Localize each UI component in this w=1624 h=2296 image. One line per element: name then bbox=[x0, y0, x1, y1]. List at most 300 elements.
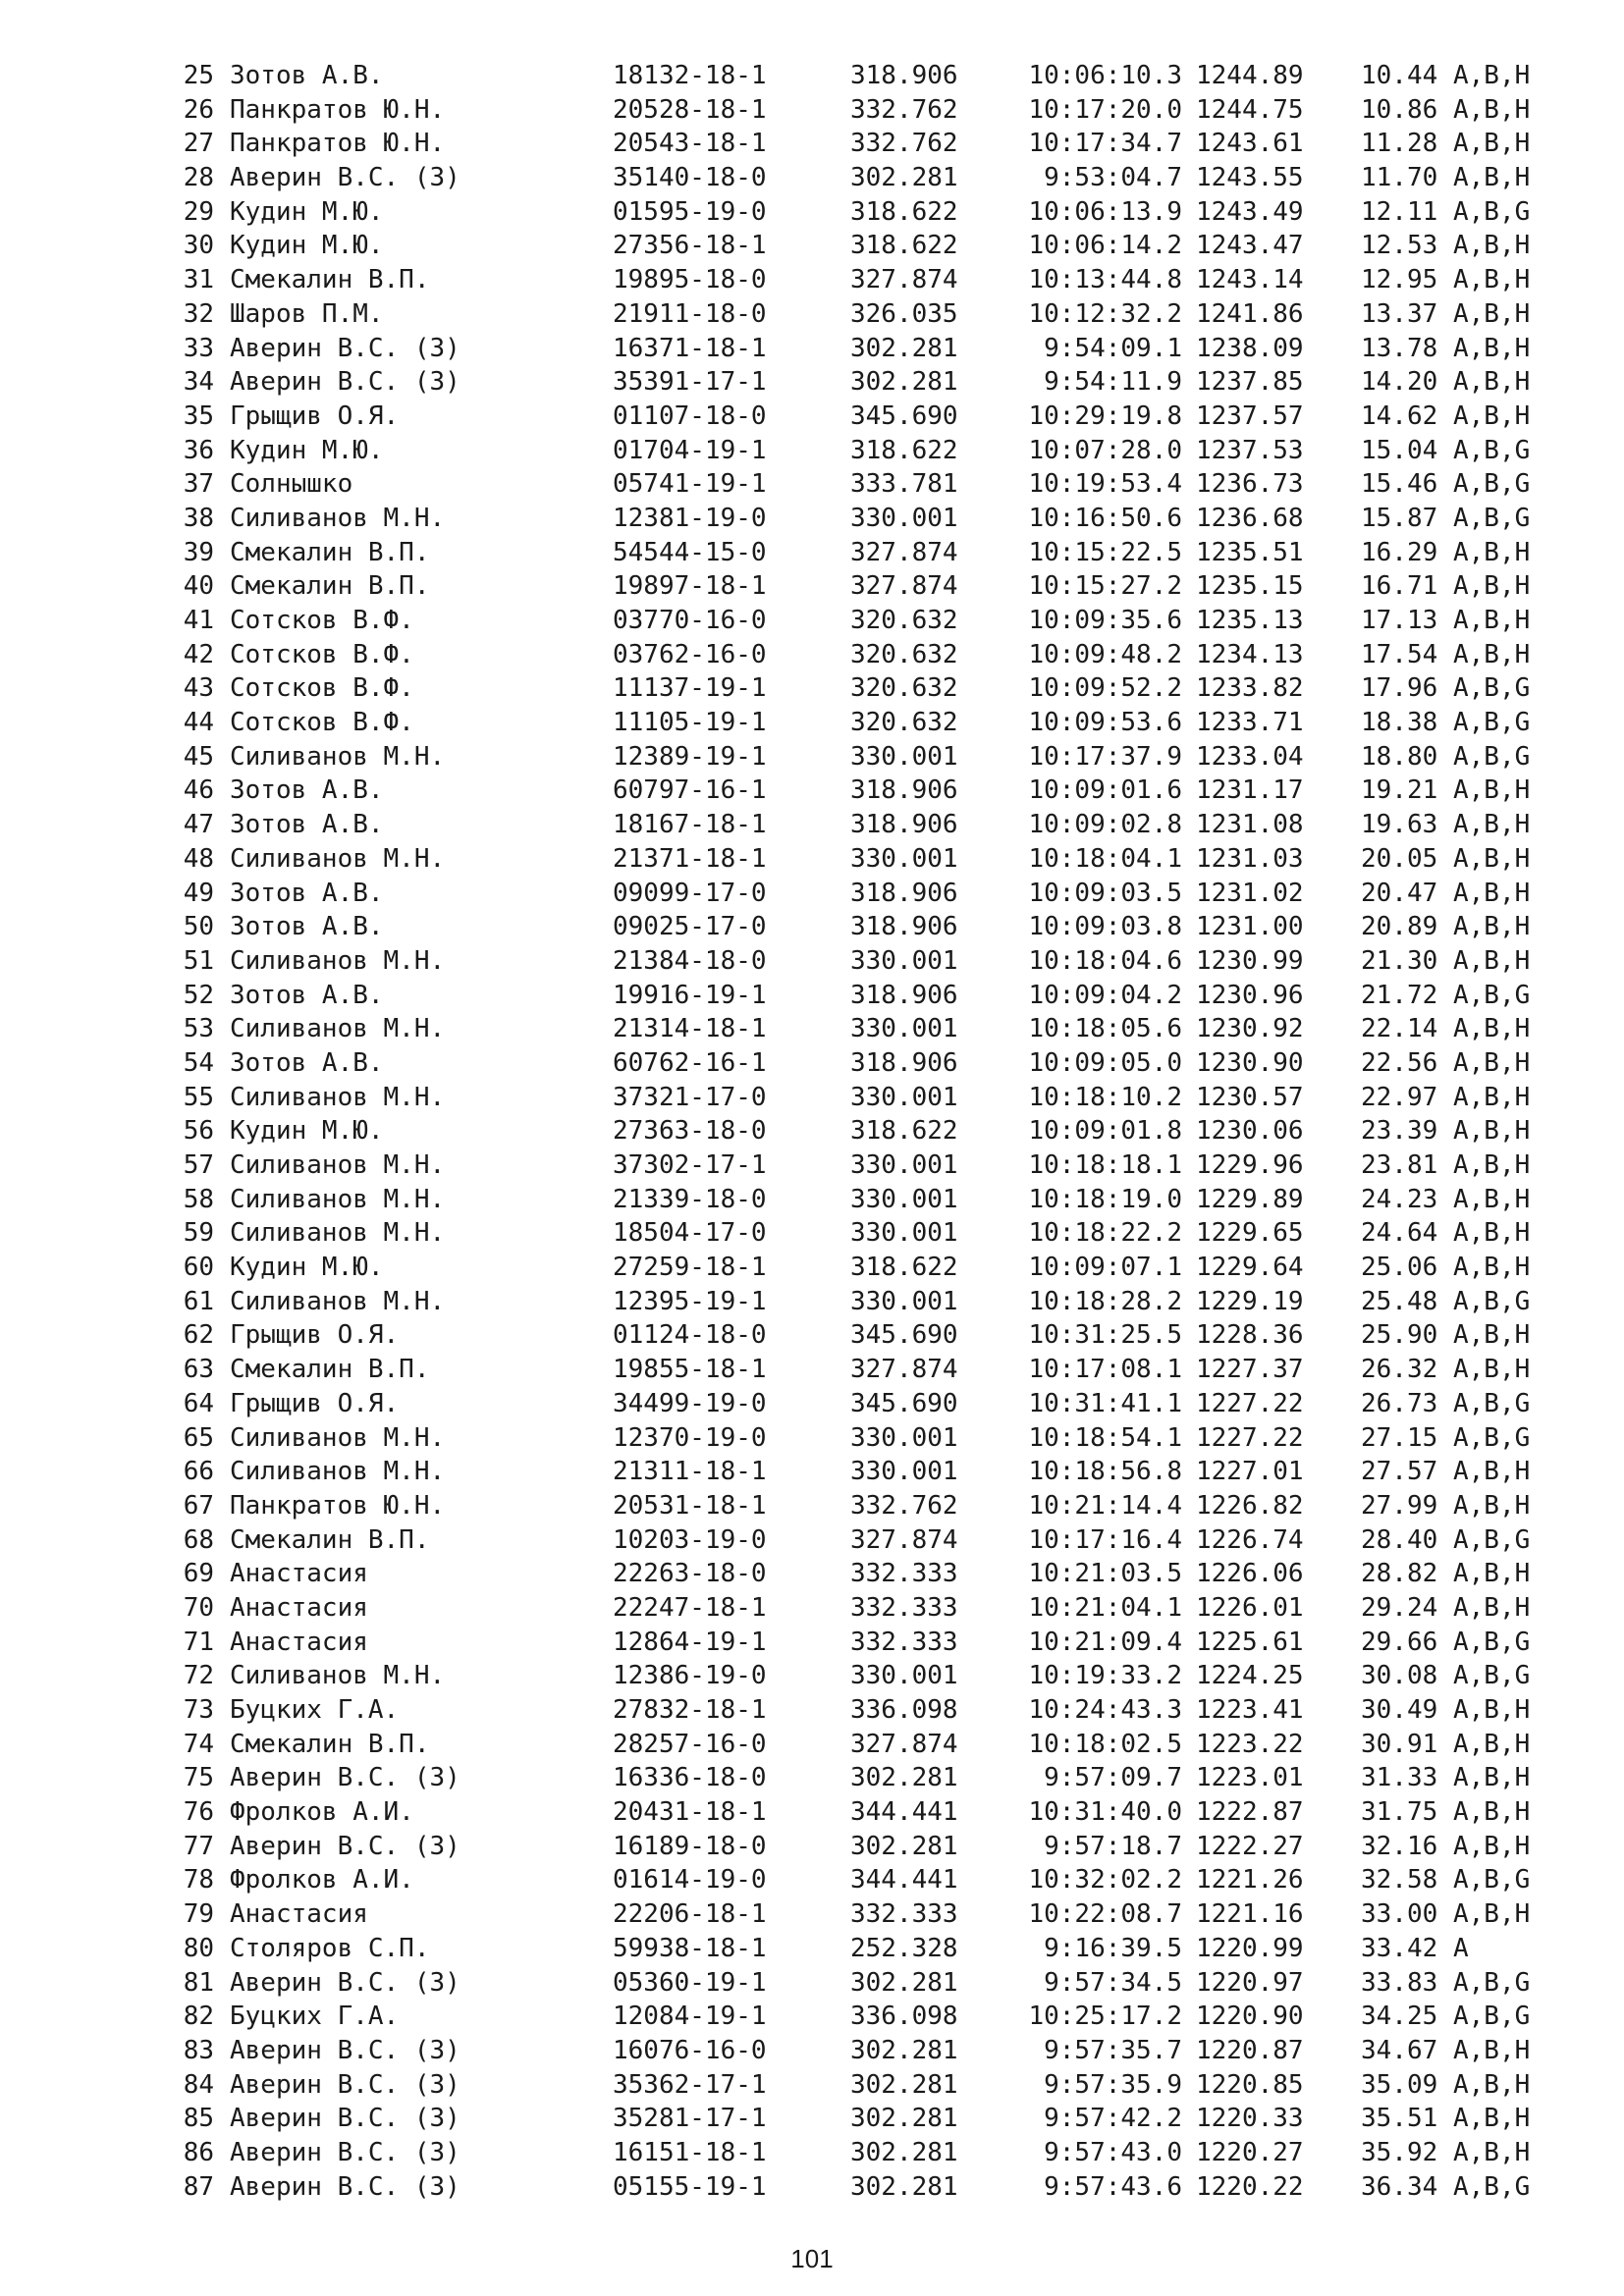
coefficient: 15.87 bbox=[1361, 503, 1438, 533]
groups: A,B,G bbox=[1453, 1286, 1531, 1316]
speed: 1222.27 bbox=[1196, 1831, 1304, 1861]
groups: A,B,H bbox=[1453, 810, 1531, 840]
fancier-name: Зотов А.В. bbox=[230, 810, 384, 840]
fancier-name: Панкратов Ю.Н. bbox=[230, 129, 446, 159]
arrival-time: 10:18:56.8 bbox=[1028, 1457, 1182, 1487]
coefficient: 25.90 bbox=[1361, 1320, 1438, 1351]
groups: A,B,H bbox=[1453, 1592, 1531, 1623]
row-number: 66 bbox=[183, 1457, 214, 1487]
fancier-name: Силиванов М.Н. bbox=[230, 945, 446, 976]
distance: 302.281 bbox=[850, 2069, 958, 2100]
speed: 1241.86 bbox=[1196, 298, 1304, 329]
groups: A,B,G bbox=[1453, 1422, 1531, 1453]
arrival-time: 10:21:03.5 bbox=[1028, 1559, 1182, 1589]
speed: 1226.06 bbox=[1196, 1559, 1304, 1589]
distance: 332.762 bbox=[850, 1490, 958, 1521]
distance: 332.762 bbox=[850, 94, 958, 125]
ring-number: 05741-19-1 bbox=[613, 469, 767, 500]
groups: A,B,H bbox=[1453, 231, 1531, 261]
distance: 330.001 bbox=[850, 1422, 958, 1453]
speed: 1220.90 bbox=[1196, 2002, 1304, 2032]
distance: 302.281 bbox=[850, 2104, 958, 2134]
speed: 1230.99 bbox=[1196, 945, 1304, 976]
groups: A,B,H bbox=[1453, 94, 1531, 125]
fancier-name: Сотсков В.Ф. bbox=[230, 673, 414, 704]
groups: A,B,H bbox=[1453, 2069, 1531, 2100]
speed: 1227.01 bbox=[1196, 1457, 1304, 1487]
distance: 330.001 bbox=[850, 1014, 958, 1044]
coefficient: 33.00 bbox=[1361, 1899, 1438, 1930]
arrival-time: 10:18:54.1 bbox=[1028, 1422, 1182, 1453]
ring-number: 16076-16-0 bbox=[613, 2035, 767, 2065]
groups: A,B,H bbox=[1453, 1763, 1531, 1793]
coefficient: 24.64 bbox=[1361, 1218, 1438, 1249]
distance: 320.632 bbox=[850, 708, 958, 738]
groups: A,B,G bbox=[1453, 1967, 1531, 1998]
ring-number: 19916-19-1 bbox=[613, 980, 767, 1010]
arrival-time: 9:57:09.7 bbox=[1044, 1763, 1182, 1793]
row-number: 45 bbox=[183, 741, 214, 772]
groups: A,B,H bbox=[1453, 333, 1531, 363]
distance: 344.441 bbox=[850, 1797, 958, 1828]
row-number: 50 bbox=[183, 912, 214, 942]
row-number: 31 bbox=[183, 265, 214, 295]
distance: 327.874 bbox=[850, 1524, 958, 1555]
coefficient: 32.58 bbox=[1361, 1865, 1438, 1896]
fancier-name: Аверин В.С. (З) bbox=[230, 163, 460, 193]
groups: A,B,G bbox=[1453, 1661, 1531, 1691]
ring-number: 21371-18-1 bbox=[613, 843, 767, 874]
speed: 1233.82 bbox=[1196, 673, 1304, 704]
fancier-name: Кудин М.Ю. bbox=[230, 435, 384, 465]
row-number: 52 bbox=[183, 980, 214, 1010]
fancier-name: Сотсков В.Ф. bbox=[230, 606, 414, 635]
fancier-name: Аверин В.С. (З) bbox=[230, 2137, 460, 2167]
ring-number: 60797-16-1 bbox=[613, 775, 767, 806]
fancier-name: Анастасия bbox=[230, 1899, 368, 1930]
row-number: 70 bbox=[183, 1592, 214, 1623]
ring-number: 18504-17-0 bbox=[613, 1218, 767, 1249]
fancier-name: Смекалин В.П. bbox=[230, 1355, 430, 1385]
ring-number: 09025-17-0 bbox=[613, 912, 767, 942]
distance: 336.098 bbox=[850, 1695, 958, 1725]
groups: A,B,H bbox=[1453, 2104, 1531, 2134]
coefficient: 14.20 bbox=[1361, 367, 1438, 398]
ring-number: 12389-19-1 bbox=[613, 741, 767, 772]
arrival-time: 10:31:25.5 bbox=[1028, 1320, 1182, 1351]
arrival-time: 10:17:08.1 bbox=[1028, 1355, 1182, 1385]
arrival-time: 10:18:10.2 bbox=[1028, 1082, 1182, 1112]
row-number: 86 bbox=[183, 2137, 214, 2167]
speed: 1223.22 bbox=[1196, 1729, 1304, 1759]
distance: 320.632 bbox=[850, 639, 958, 669]
row-number: 85 bbox=[183, 2104, 214, 2134]
groups: A,B,G bbox=[1453, 741, 1531, 772]
fancier-name: Силиванов М.Н. bbox=[230, 1082, 446, 1112]
distance: 327.874 bbox=[850, 1729, 958, 1759]
row-number: 35 bbox=[183, 400, 214, 431]
groups: A,B,G bbox=[1453, 2171, 1531, 2202]
coefficient: 34.67 bbox=[1361, 2035, 1438, 2065]
distance: 318.906 bbox=[850, 775, 958, 806]
ring-number: 12386-19-0 bbox=[613, 1661, 767, 1691]
coefficient: 18.38 bbox=[1361, 708, 1438, 738]
groups: A,B,H bbox=[1453, 775, 1531, 806]
ring-number: 37321-17-0 bbox=[613, 1082, 767, 1112]
speed: 1234.13 bbox=[1196, 639, 1304, 669]
distance: 302.281 bbox=[850, 1967, 958, 1998]
distance: 318.622 bbox=[850, 196, 958, 227]
fancier-name: Смекалин В.П. bbox=[230, 265, 430, 295]
distance: 327.874 bbox=[850, 537, 958, 567]
distance: 330.001 bbox=[850, 945, 958, 976]
fancier-name: Буцких Г.А. bbox=[230, 1695, 400, 1725]
fancier-name: Смекалин В.П. bbox=[230, 1729, 430, 1759]
arrival-time: 10:09:48.2 bbox=[1028, 639, 1182, 669]
groups: A,B,H bbox=[1453, 1116, 1531, 1147]
groups: A,B,H bbox=[1453, 945, 1531, 976]
coefficient: 20.89 bbox=[1361, 912, 1438, 942]
arrival-time: 9:57:42.2 bbox=[1044, 2104, 1182, 2134]
distance: 330.001 bbox=[850, 503, 958, 533]
groups: A,B,H bbox=[1453, 571, 1531, 602]
ring-number: 27832-18-1 bbox=[613, 1695, 767, 1725]
groups: A,B,G bbox=[1453, 708, 1531, 738]
coefficient: 35.51 bbox=[1361, 2104, 1438, 2134]
arrival-time: 10:24:43.3 bbox=[1028, 1695, 1182, 1725]
distance: 318.906 bbox=[850, 980, 958, 1010]
speed: 1221.16 bbox=[1196, 1899, 1304, 1930]
row-number: 44 bbox=[183, 708, 214, 738]
arrival-time: 10:17:20.0 bbox=[1028, 94, 1182, 125]
ring-number: 37302-17-1 bbox=[613, 1150, 767, 1180]
fancier-name: Зотов А.В. bbox=[230, 61, 384, 90]
groups: A,B,H bbox=[1453, 1899, 1531, 1930]
arrival-time: 10:17:37.9 bbox=[1028, 741, 1182, 772]
speed: 1230.96 bbox=[1196, 980, 1304, 1010]
speed: 1231.00 bbox=[1196, 912, 1304, 942]
groups: A bbox=[1453, 1933, 1469, 1963]
groups: A,B,H bbox=[1453, 1150, 1531, 1180]
groups: A,B,H bbox=[1453, 1559, 1531, 1589]
ring-number: 01614-19-0 bbox=[613, 1865, 767, 1896]
ring-number: 19895-18-0 bbox=[613, 265, 767, 295]
arrival-time: 10:29:19.8 bbox=[1028, 400, 1182, 431]
ring-number: 22263-18-0 bbox=[613, 1559, 767, 1589]
groups: A,B,H bbox=[1453, 1320, 1531, 1351]
fancier-name: Силиванов М.Н. bbox=[230, 1661, 446, 1691]
distance: 302.281 bbox=[850, 163, 958, 193]
row-number: 79 bbox=[183, 1899, 214, 1930]
fancier-name: Анастасия bbox=[230, 1627, 368, 1657]
speed: 1236.73 bbox=[1196, 469, 1304, 500]
speed: 1230.06 bbox=[1196, 1116, 1304, 1147]
fancier-name: Сотсков В.Ф. bbox=[230, 708, 414, 738]
fancier-name: Смекалин В.П. bbox=[230, 571, 430, 602]
coefficient: 15.46 bbox=[1361, 469, 1438, 500]
groups: A,B,G bbox=[1453, 435, 1531, 465]
ring-number: 35362-17-1 bbox=[613, 2069, 767, 2100]
arrival-time: 9:54:09.1 bbox=[1044, 333, 1182, 363]
groups: A,B,H bbox=[1453, 367, 1531, 398]
row-number: 38 bbox=[183, 503, 214, 533]
speed: 1243.55 bbox=[1196, 163, 1304, 193]
fancier-name: Аверин В.С. (З) bbox=[230, 367, 460, 398]
coefficient: 36.34 bbox=[1361, 2171, 1438, 2202]
arrival-time: 9:57:35.7 bbox=[1044, 2035, 1182, 2065]
speed: 1227.22 bbox=[1196, 1422, 1304, 1453]
arrival-time: 9:57:34.5 bbox=[1044, 1967, 1182, 1998]
fancier-name: Аверин В.С. (З) bbox=[230, 1763, 460, 1793]
coefficient: 30.91 bbox=[1361, 1729, 1438, 1759]
groups: A,B,H bbox=[1453, 1355, 1531, 1385]
ring-number: 20431-18-1 bbox=[613, 1797, 767, 1828]
row-number: 29 bbox=[183, 196, 214, 227]
speed: 1229.19 bbox=[1196, 1286, 1304, 1316]
coefficient: 19.21 bbox=[1361, 775, 1438, 806]
ring-number: 01704-19-1 bbox=[613, 435, 767, 465]
ring-number: 11137-19-1 bbox=[613, 673, 767, 704]
coefficient: 32.16 bbox=[1361, 1831, 1438, 1861]
ring-number: 21314-18-1 bbox=[613, 1014, 767, 1044]
fancier-name: Смекалин В.П. bbox=[230, 537, 430, 567]
groups: A,B,H bbox=[1453, 2137, 1531, 2167]
row-number: 78 bbox=[183, 1865, 214, 1896]
distance: 344.441 bbox=[850, 1865, 958, 1896]
ring-number: 09099-17-0 bbox=[613, 878, 767, 908]
arrival-time: 10:09:52.2 bbox=[1028, 673, 1182, 704]
speed: 1238.09 bbox=[1196, 333, 1304, 363]
row-number: 71 bbox=[183, 1627, 214, 1657]
coefficient: 23.81 bbox=[1361, 1150, 1438, 1180]
fancier-name: Силиванов М.Н. bbox=[230, 503, 446, 533]
ring-number: 12395-19-1 bbox=[613, 1286, 767, 1316]
groups: A,B,H bbox=[1453, 606, 1531, 635]
speed: 1227.37 bbox=[1196, 1355, 1304, 1385]
ring-number: 19855-18-1 bbox=[613, 1355, 767, 1385]
arrival-time: 10:09:35.6 bbox=[1028, 606, 1182, 635]
distance: 318.906 bbox=[850, 810, 958, 840]
row-number: 36 bbox=[183, 435, 214, 465]
speed: 1223.01 bbox=[1196, 1763, 1304, 1793]
distance: 330.001 bbox=[850, 1218, 958, 1249]
groups: A,B,H bbox=[1453, 1457, 1531, 1487]
row-number: 34 bbox=[183, 367, 214, 398]
groups: A,B,G bbox=[1453, 469, 1531, 500]
speed: 1244.89 bbox=[1196, 61, 1304, 90]
row-number: 61 bbox=[183, 1286, 214, 1316]
coefficient: 21.30 bbox=[1361, 945, 1438, 976]
row-number: 25 bbox=[183, 61, 214, 90]
coefficient: 23.39 bbox=[1361, 1116, 1438, 1147]
arrival-time: 9:16:39.5 bbox=[1044, 1933, 1182, 1963]
row-number: 73 bbox=[183, 1695, 214, 1725]
arrival-time: 10:07:28.0 bbox=[1028, 435, 1182, 465]
row-number: 72 bbox=[183, 1661, 214, 1691]
ring-number: 21311-18-1 bbox=[613, 1457, 767, 1487]
distance: 302.281 bbox=[850, 333, 958, 363]
ring-number: 60762-16-1 bbox=[613, 1047, 767, 1078]
groups: A,B,H bbox=[1453, 298, 1531, 329]
ring-number: 20528-18-1 bbox=[613, 94, 767, 125]
ring-number: 22206-18-1 bbox=[613, 1899, 767, 1930]
arrival-time: 9:54:11.9 bbox=[1044, 367, 1182, 398]
ring-number: 28257-16-0 bbox=[613, 1729, 767, 1759]
ring-number: 34499-19-0 bbox=[613, 1388, 767, 1418]
fancier-name: Шаров П.М. bbox=[230, 298, 384, 329]
coefficient: 31.33 bbox=[1361, 1763, 1438, 1793]
fancier-name: Силиванов М.Н. bbox=[230, 1457, 446, 1487]
fancier-name: Кудин М.Ю. bbox=[230, 196, 384, 227]
speed: 1229.65 bbox=[1196, 1218, 1304, 1249]
coefficient: 10.86 bbox=[1361, 94, 1438, 125]
coefficient: 16.29 bbox=[1361, 537, 1438, 567]
ring-number: 16189-18-0 bbox=[613, 1831, 767, 1861]
arrival-time: 10:21:04.1 bbox=[1028, 1592, 1182, 1623]
fancier-name: Фролков А.И. bbox=[230, 1797, 414, 1828]
row-number: 68 bbox=[183, 1524, 214, 1555]
coefficient: 35.92 bbox=[1361, 2137, 1438, 2167]
fancier-name: Силиванов М.Н. bbox=[230, 1150, 446, 1180]
row-number: 55 bbox=[183, 1082, 214, 1112]
distance: 332.762 bbox=[850, 129, 958, 159]
arrival-time: 9:53:04.7 bbox=[1044, 163, 1182, 193]
speed: 1243.61 bbox=[1196, 129, 1304, 159]
fancier-name: Зотов А.В. bbox=[230, 912, 384, 942]
coefficient: 25.06 bbox=[1361, 1253, 1438, 1283]
ring-number: 35391-17-1 bbox=[613, 367, 767, 398]
arrival-time: 10:22:08.7 bbox=[1028, 1899, 1182, 1930]
ring-number: 05155-19-1 bbox=[613, 2171, 767, 2202]
row-number: 83 bbox=[183, 2035, 214, 2065]
distance: 318.906 bbox=[850, 1047, 958, 1078]
fancier-name: Аверин В.С. (З) bbox=[230, 1967, 460, 1998]
fancier-name: Кудин М.Ю. bbox=[230, 1116, 384, 1147]
ring-number: 10203-19-0 bbox=[613, 1524, 767, 1555]
distance: 318.622 bbox=[850, 231, 958, 261]
speed: 1223.41 bbox=[1196, 1695, 1304, 1725]
coefficient: 21.72 bbox=[1361, 980, 1438, 1010]
row-number: 63 bbox=[183, 1355, 214, 1385]
arrival-time: 10:31:41.1 bbox=[1028, 1388, 1182, 1418]
speed: 1237.57 bbox=[1196, 400, 1304, 431]
distance: 302.281 bbox=[850, 1831, 958, 1861]
fancier-name: Столяров С.П. bbox=[230, 1933, 430, 1963]
row-number: 37 bbox=[183, 469, 214, 500]
speed: 1235.13 bbox=[1196, 606, 1304, 635]
speed: 1244.75 bbox=[1196, 94, 1304, 125]
coefficient: 28.40 bbox=[1361, 1524, 1438, 1555]
arrival-time: 9:57:43.0 bbox=[1044, 2137, 1182, 2167]
row-number: 47 bbox=[183, 810, 214, 840]
coefficient: 13.37 bbox=[1361, 298, 1438, 329]
speed: 1243.14 bbox=[1196, 265, 1304, 295]
fancier-name: Анастасия bbox=[230, 1559, 368, 1589]
fancier-name: Аверин В.С. (З) bbox=[230, 2069, 460, 2100]
groups: A,B,H bbox=[1453, 61, 1531, 90]
row-number: 74 bbox=[183, 1729, 214, 1759]
groups: A,B,H bbox=[1453, 2035, 1531, 2065]
groups: A,B,H bbox=[1453, 400, 1531, 431]
distance: 320.632 bbox=[850, 606, 958, 635]
arrival-time: 9:57:18.7 bbox=[1044, 1831, 1182, 1861]
ring-number: 03770-16-0 bbox=[613, 606, 767, 635]
row-number: 32 bbox=[183, 298, 214, 329]
coefficient: 35.09 bbox=[1361, 2069, 1438, 2100]
groups: A,B,H bbox=[1453, 265, 1531, 295]
row-number: 30 bbox=[183, 231, 214, 261]
arrival-time: 10:18:19.0 bbox=[1028, 1184, 1182, 1214]
groups: A,B,H bbox=[1453, 537, 1531, 567]
row-number: 51 bbox=[183, 945, 214, 976]
arrival-time: 10:18:22.2 bbox=[1028, 1218, 1182, 1249]
arrival-time: 10:09:07.1 bbox=[1028, 1253, 1182, 1283]
speed: 1235.51 bbox=[1196, 537, 1304, 567]
arrival-time: 10:12:32.2 bbox=[1028, 298, 1182, 329]
speed: 1231.03 bbox=[1196, 843, 1304, 874]
groups: A,B,H bbox=[1453, 129, 1531, 159]
groups: A,B,G bbox=[1453, 1388, 1531, 1418]
fancier-name: Солнышко bbox=[230, 469, 353, 500]
distance: 332.333 bbox=[850, 1899, 958, 1930]
fancier-name: Силиванов М.Н. bbox=[230, 1286, 446, 1316]
speed: 1229.96 bbox=[1196, 1150, 1304, 1180]
groups: A,B,H bbox=[1453, 1490, 1531, 1521]
row-number: 69 bbox=[183, 1559, 214, 1589]
distance: 302.281 bbox=[850, 2171, 958, 2202]
ring-number: 27259-18-1 bbox=[613, 1253, 767, 1283]
fancier-name: Аверин В.С. (З) bbox=[230, 1831, 460, 1861]
coefficient: 27.99 bbox=[1361, 1490, 1438, 1521]
coefficient: 16.71 bbox=[1361, 571, 1438, 602]
groups: A,B,H bbox=[1453, 1695, 1531, 1725]
speed: 1229.89 bbox=[1196, 1184, 1304, 1214]
fancier-name: Кудин М.Ю. bbox=[230, 231, 384, 261]
speed: 1222.87 bbox=[1196, 1797, 1304, 1828]
arrival-time: 10:09:05.0 bbox=[1028, 1047, 1182, 1078]
coefficient: 15.04 bbox=[1361, 435, 1438, 465]
coefficient: 26.73 bbox=[1361, 1388, 1438, 1418]
fancier-name: Силиванов М.Н. bbox=[230, 1422, 446, 1453]
speed: 1226.74 bbox=[1196, 1524, 1304, 1555]
row-number: 81 bbox=[183, 1967, 214, 1998]
speed: 1233.71 bbox=[1196, 708, 1304, 738]
page-number: 101 bbox=[790, 2244, 834, 2273]
speed: 1231.02 bbox=[1196, 878, 1304, 908]
arrival-time: 10:13:44.8 bbox=[1028, 265, 1182, 295]
arrival-time: 10:25:17.2 bbox=[1028, 2002, 1182, 2032]
groups: A,B,H bbox=[1453, 1797, 1531, 1828]
ring-number: 18167-18-1 bbox=[613, 810, 767, 840]
groups: A,B,G bbox=[1453, 1865, 1531, 1896]
row-number: 33 bbox=[183, 333, 214, 363]
speed: 1227.22 bbox=[1196, 1388, 1304, 1418]
fancier-name: Аверин В.С. (З) bbox=[230, 333, 460, 363]
distance: 345.690 bbox=[850, 1320, 958, 1351]
row-number: 64 bbox=[183, 1388, 214, 1418]
coefficient: 20.05 bbox=[1361, 843, 1438, 874]
row-number: 56 bbox=[183, 1116, 214, 1147]
coefficient: 12.11 bbox=[1361, 196, 1438, 227]
arrival-time: 10:09:03.8 bbox=[1028, 912, 1182, 942]
groups: A,B,H bbox=[1453, 1218, 1531, 1249]
row-number: 48 bbox=[183, 843, 214, 874]
distance: 327.874 bbox=[850, 571, 958, 602]
arrival-time: 10:17:16.4 bbox=[1028, 1524, 1182, 1555]
speed: 1235.15 bbox=[1196, 571, 1304, 602]
groups: A,B,G bbox=[1453, 196, 1531, 227]
coefficient: 22.56 bbox=[1361, 1047, 1438, 1078]
